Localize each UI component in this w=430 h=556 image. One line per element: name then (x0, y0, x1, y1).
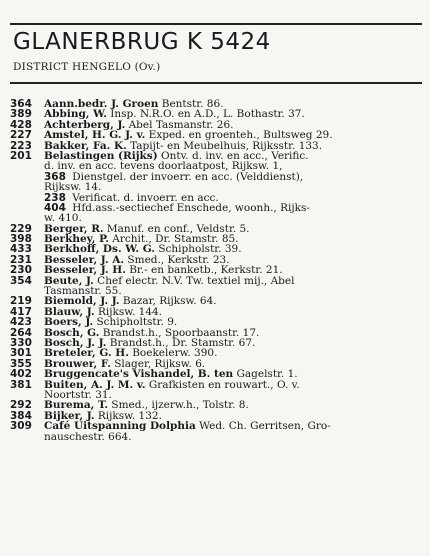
phone-number: 428 (10, 118, 32, 131)
entry-details: Br.- en banketb., Kerkstr. 21. (125, 264, 283, 277)
phone-number: 364 (10, 98, 32, 110)
page-title: GLANERBRUG K 5424 (13, 29, 271, 55)
subscriber-name: Brouwer, F. (44, 357, 111, 370)
entry-details: Smed., ijzerw.h., Tolstr. 8. (108, 399, 249, 412)
directory-listing (10, 99, 425, 442)
listing-entry (10, 421, 425, 442)
phone-number: 384 (10, 409, 32, 422)
sub-phone-number: 238 (44, 191, 66, 204)
entry-details: Grafkisten en rouwart., O. v. (145, 378, 300, 391)
subscriber-name: Bosch, G. (44, 326, 100, 339)
sub-entry-continuation: Rijksw. 14. (44, 181, 102, 194)
phone-number: 201 (10, 149, 32, 162)
phone-number: 402 (10, 368, 32, 381)
entry-details: Rijksw. 132. (94, 409, 162, 422)
sub-entry-continuation: w. 410. (44, 212, 82, 225)
phone-number: 292 (10, 399, 32, 412)
district-subtitle: DISTRICT HENGELO (Ov.) (13, 61, 161, 73)
subscriber-name: Achterberg, J. (44, 118, 126, 131)
entry-details: Smed., Kerkstr. 23. (124, 253, 230, 266)
subscriber-name: Belastingen (Rijks) (44, 149, 158, 162)
entry-continuation: Tasmanstr. 55. (44, 285, 122, 298)
sub-entry-details: Dienstgel. der invoerr. en acc. (Velddienst), (68, 170, 304, 183)
entry-continuation: d. inv. en acc. tevens doorlaatpost, Rijksw. 1, (44, 160, 283, 173)
entry-details: Exped. en groenteh., Bultsweg 29. (145, 129, 333, 142)
subscriber-name: Café Uitspanning Dolphia (44, 420, 196, 433)
subscriber-name: Amstel, H. G. J. v. (44, 129, 146, 142)
sub-phone-number: 404 (44, 201, 66, 214)
entry-details: Chef electr. N.V. Tw. textiel mij., Abel (93, 274, 295, 287)
entry-details: Insp. N.R.O. en A.D., L. Bothastr. 37. (106, 108, 305, 121)
subscriber-name: Berkhoff, Ds. W. G. (44, 243, 155, 256)
subscriber-name: Beute, J. (44, 274, 94, 287)
phone-number: 355 (10, 357, 32, 370)
phone-number: 227 (10, 129, 32, 142)
phone-number: 354 (10, 274, 32, 287)
listing-entry (10, 380, 425, 401)
subscriber-name: Bakker, Fa. K. (44, 139, 127, 152)
entry-details: Schipholtstr. 9. (93, 316, 178, 329)
entry-details: Rijksw. 144. (94, 305, 163, 318)
phone-number: 381 (10, 378, 32, 391)
top-rule (10, 23, 422, 25)
phone-number: 230 (10, 264, 32, 277)
entry-details: Gagelstr. 1. (233, 368, 298, 381)
subscriber-name: Blauw, J. (44, 305, 95, 318)
phone-number: 223 (10, 139, 32, 152)
phone-number: 301 (10, 347, 32, 360)
entry-details: Boekelerw. 390. (128, 347, 218, 360)
entry-details: Archit., Dr. Stamstr. 85. (108, 233, 239, 246)
subscriber-name: Boers, J. (44, 316, 94, 329)
entry-details: Brandst.h., Dr. Stamstr. 67. (106, 336, 256, 349)
phone-number: 433 (10, 243, 32, 256)
phone-number: 264 (10, 326, 32, 339)
entry-details: Bentstr. 86. (158, 98, 224, 110)
entry-details: Tapijt- en Meubelhuis, Rijksstr. 133. (126, 139, 323, 152)
phone-number: 219 (10, 295, 32, 308)
subscriber-name: Besseler, J. A. (44, 253, 125, 266)
entry-details: Manuf. en conf., Veldstr. 5. (103, 222, 250, 235)
phone-number: 398 (10, 233, 32, 246)
listing-entry (10, 151, 425, 224)
entry-details: Bazar, Rijksw. 64. (119, 295, 217, 308)
subscriber-name: Bijker, J. (44, 409, 95, 422)
entry-details: Slager, Rijksw. 6. (110, 357, 206, 370)
listing-entry (10, 276, 425, 297)
phone-number: 389 (10, 108, 32, 121)
subscriber-name: Berger, R. (44, 222, 104, 235)
sub-phone-number: 368 (44, 170, 66, 183)
subscriber-name: Bruggencate's Vishandel, B. ten (44, 368, 234, 381)
entry-details: Wed. Ch. Gerritsen, Gro- (195, 420, 331, 433)
subscriber-name: Berkhey, P. (44, 233, 109, 246)
sub-entry-details: Verificat. d. invoerr. en acc. (68, 191, 219, 204)
entry-line (10, 432, 425, 442)
entry-details: Schipholstr. 39. (154, 243, 242, 256)
subscriber-name: Breteler, G. H. (44, 347, 129, 360)
phone-number: 423 (10, 316, 32, 329)
subscriber-name: Aann.bedr. J. Groen (44, 98, 159, 110)
entry-details: Ontv. d. inv. en acc., Verific. (157, 149, 309, 162)
entry-details: Abel Tasmanstr. 26. (125, 118, 234, 131)
subscriber-name: Buiten, A. J. M. v. (44, 378, 146, 391)
phone-number: 330 (10, 336, 32, 349)
subscriber-name: Burema, T. (44, 399, 109, 412)
subscriber-name: Biemold, J. J. (44, 295, 120, 308)
subscriber-name: Bosch, J. J. (44, 336, 107, 349)
phone-number: 417 (10, 305, 32, 318)
phone-number: 229 (10, 222, 32, 235)
entry-details: Brandst.h., Spoorbaanstr. 17. (99, 326, 260, 339)
phone-number: 309 (10, 420, 32, 433)
subscriber-name: Besseler, J. H. (44, 264, 126, 277)
phone-number: 231 (10, 253, 32, 266)
header-rule (10, 82, 422, 84)
sub-entry-details: Hfd.ass.-sectiechef Enschede, woonh., Rijks- (68, 201, 310, 214)
entry-continuation: Noortstr. 31. (44, 388, 112, 401)
entry-continuation: nauschestr. 664. (44, 430, 132, 443)
subscriber-name: Abbing, W. (44, 108, 107, 121)
